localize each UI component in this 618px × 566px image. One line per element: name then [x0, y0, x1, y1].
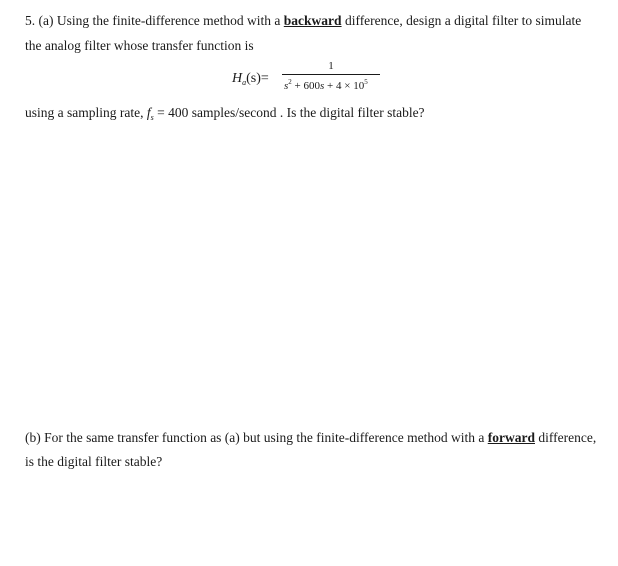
part-a-text-3: using a sampling rate, [25, 105, 147, 120]
forward-emphasis: forward [487, 430, 535, 445]
den-tail: + 4 × 10 [324, 80, 365, 92]
sampling-f: f [146, 105, 151, 120]
formula-equals: = [260, 71, 269, 86]
formula-arg: (s) [246, 71, 261, 86]
formula-func: H [232, 71, 243, 86]
den-s: s [284, 80, 289, 92]
part-a-text-4: = 400 samples/second . Is the digital filter stable? [153, 105, 425, 120]
den-tail-exp: 5 [364, 78, 368, 86]
part-a-line-3 [25, 105, 425, 126]
part-b-text-2: difference, [534, 430, 597, 445]
part-b-line-2: is the digital filter stable? [25, 454, 163, 469]
sampling-f-sub: s [150, 113, 154, 122]
part-a-text-2: difference, design a digital filter to simulate [341, 13, 582, 28]
formula-lhs [232, 71, 269, 87]
den-middle-var: s [320, 80, 325, 92]
part-b-text-1: (b) For the same transfer function as (a) but using the finite-difference method with a [25, 430, 488, 445]
part-a-line-2: the analog filter whose transfer function is [25, 38, 254, 53]
formula-denominator [282, 75, 380, 93]
den-s-exp: 2 [288, 78, 292, 86]
part-a-text-1: 5. (a) Using the finite-difference method with a [25, 13, 284, 28]
formula-fraction [282, 60, 380, 93]
part-a-line-1 [25, 13, 581, 29]
formula-numerator: 1 [328, 60, 334, 72]
formula-func-sub: a [242, 78, 247, 87]
backward-emphasis: backward [283, 13, 342, 28]
den-middle: + 600 [291, 80, 320, 92]
part-b-line-1 [25, 430, 596, 446]
